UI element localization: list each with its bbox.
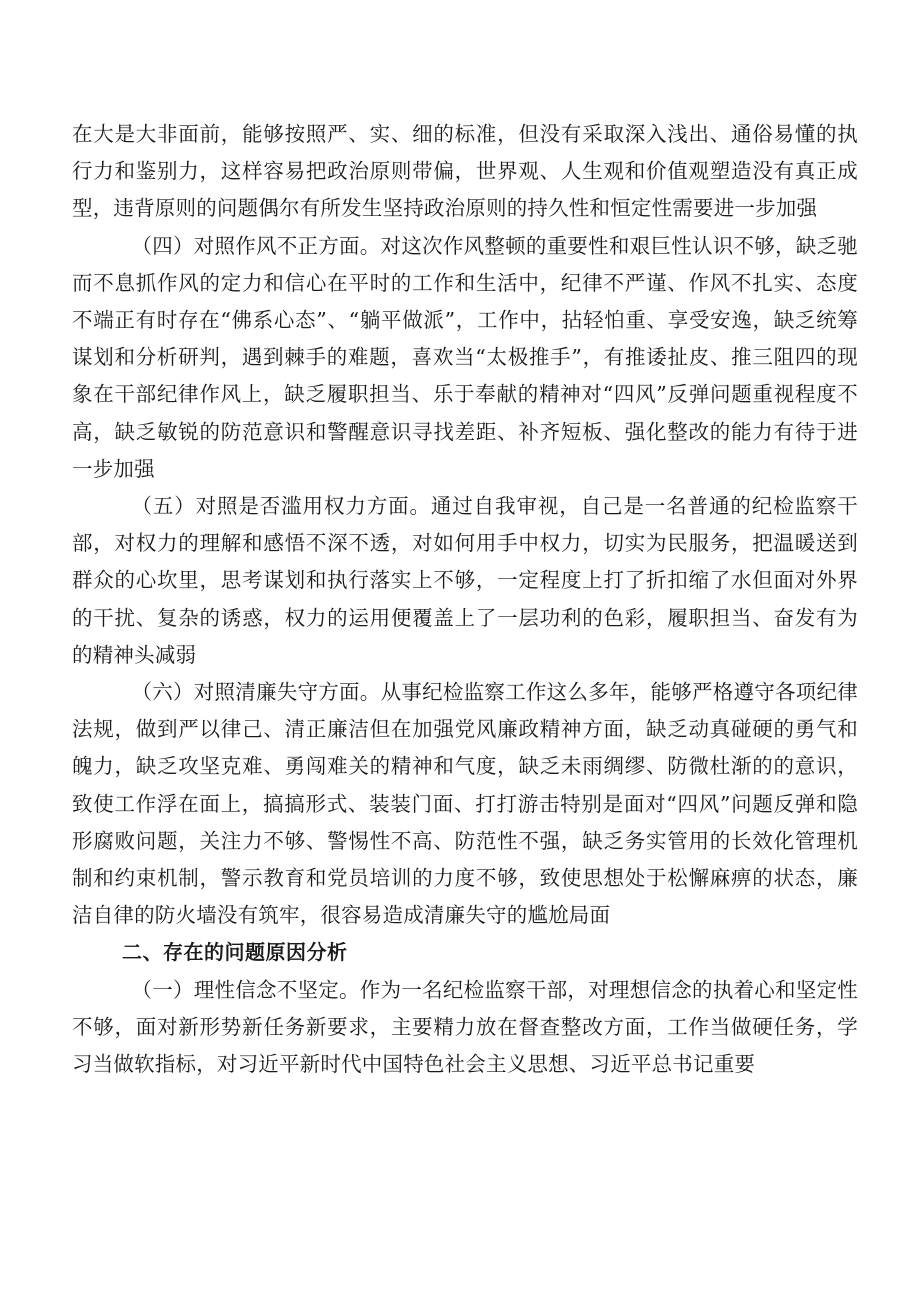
document-body bbox=[72, 116, 858, 1083]
paragraph-section-five: （五）对照是否滥用权力方面。通过自我审视，自己是一名普通的纪检监察干部，对权力的理解和感悟不深不透，对如何用手中权力，切实为民服务，把温暖送到群众的心坎里，思考谋划和执行落实上不够，一定程度上打了折扣缩了水但面对外界的干扰、复杂的诱惑，权力的运用便覆盖上了一层功利的色彩，履职担当、奋发有为的精神头减弱 bbox=[72, 494, 858, 667]
paragraph-section-four: （四）对照作风不正方面。对这次作风整顿的重要性和艰巨性认识不够，缺乏驰而不息抓作风的定力和信心在平时的工作和生活中，纪律不严谨、作风不扎实、态度不端正有时存在“佛系心态”、“躺平做派”，工作中，拈轻怕重、享受安逸，缺乏统筹谋划和分析研判，遇到棘手的难题，喜欢当“太极推手”，有推诿扯皮、推三阻四的现象在干部纪律作风上，缺乏履职担当、乐于奉献的精神对“四风”反弹问题重视程度不高，缺乏敏锐的防范意识和警醒意识寻找差距、补齐短板、强化整改的能力有待于进一步加强 bbox=[72, 233, 858, 481]
paragraph-section-six: （六）对照清廉失守方面。从事纪检监察工作这么多年，能够严格遵守各项纪律法规，做到严以律己、清正廉洁但在加强党风廉政精神方面，缺乏动真碰硬的勇气和魄力，缺乏攻坚克难、勇闯难关的精神和气度，缺乏未雨绸缪、防微杜渐的的意识，致使工作浮在面上，搞搞形式、装装门面、打打游击特别是面对“四风”问题反弹和隐形腐败问题，关注力不够、警惕性不高、防范性不强，缺乏务实管用的长效化管理机制和约束机制，警示教育和党员培训的力度不够，致使思想处于松懈麻痹的状态，廉洁自律的防火墙没有筑牢，很容易造成清廉失守的尴尬局面 bbox=[72, 680, 858, 928]
paragraph-cause-one: （一）理性信念不坚定。作为一名纪检监察干部，对理想信念的执着心和坚定性不够，面对新形势新任务新要求，主要精力放在督查整改方面，工作当做硬任务，学习当做软指标，对习近平新时代中国特色社会主义思想、习近平总书记重要 bbox=[72, 977, 858, 1077]
paragraph-continuation: 在大是大非面前，能够按照严、实、细的标准，但没有采取深入浅出、通俗易懂的执行力和鉴别力，这样容易把政治原则带偏，世界观、人生观和价值观塑造没有真正成型，违背原则的问题偶尔有所发生坚持政治原则的持久性和恒定性需要进一步加强 bbox=[72, 122, 858, 221]
section-heading: 二、存在的问题原因分析 bbox=[122, 940, 348, 965]
